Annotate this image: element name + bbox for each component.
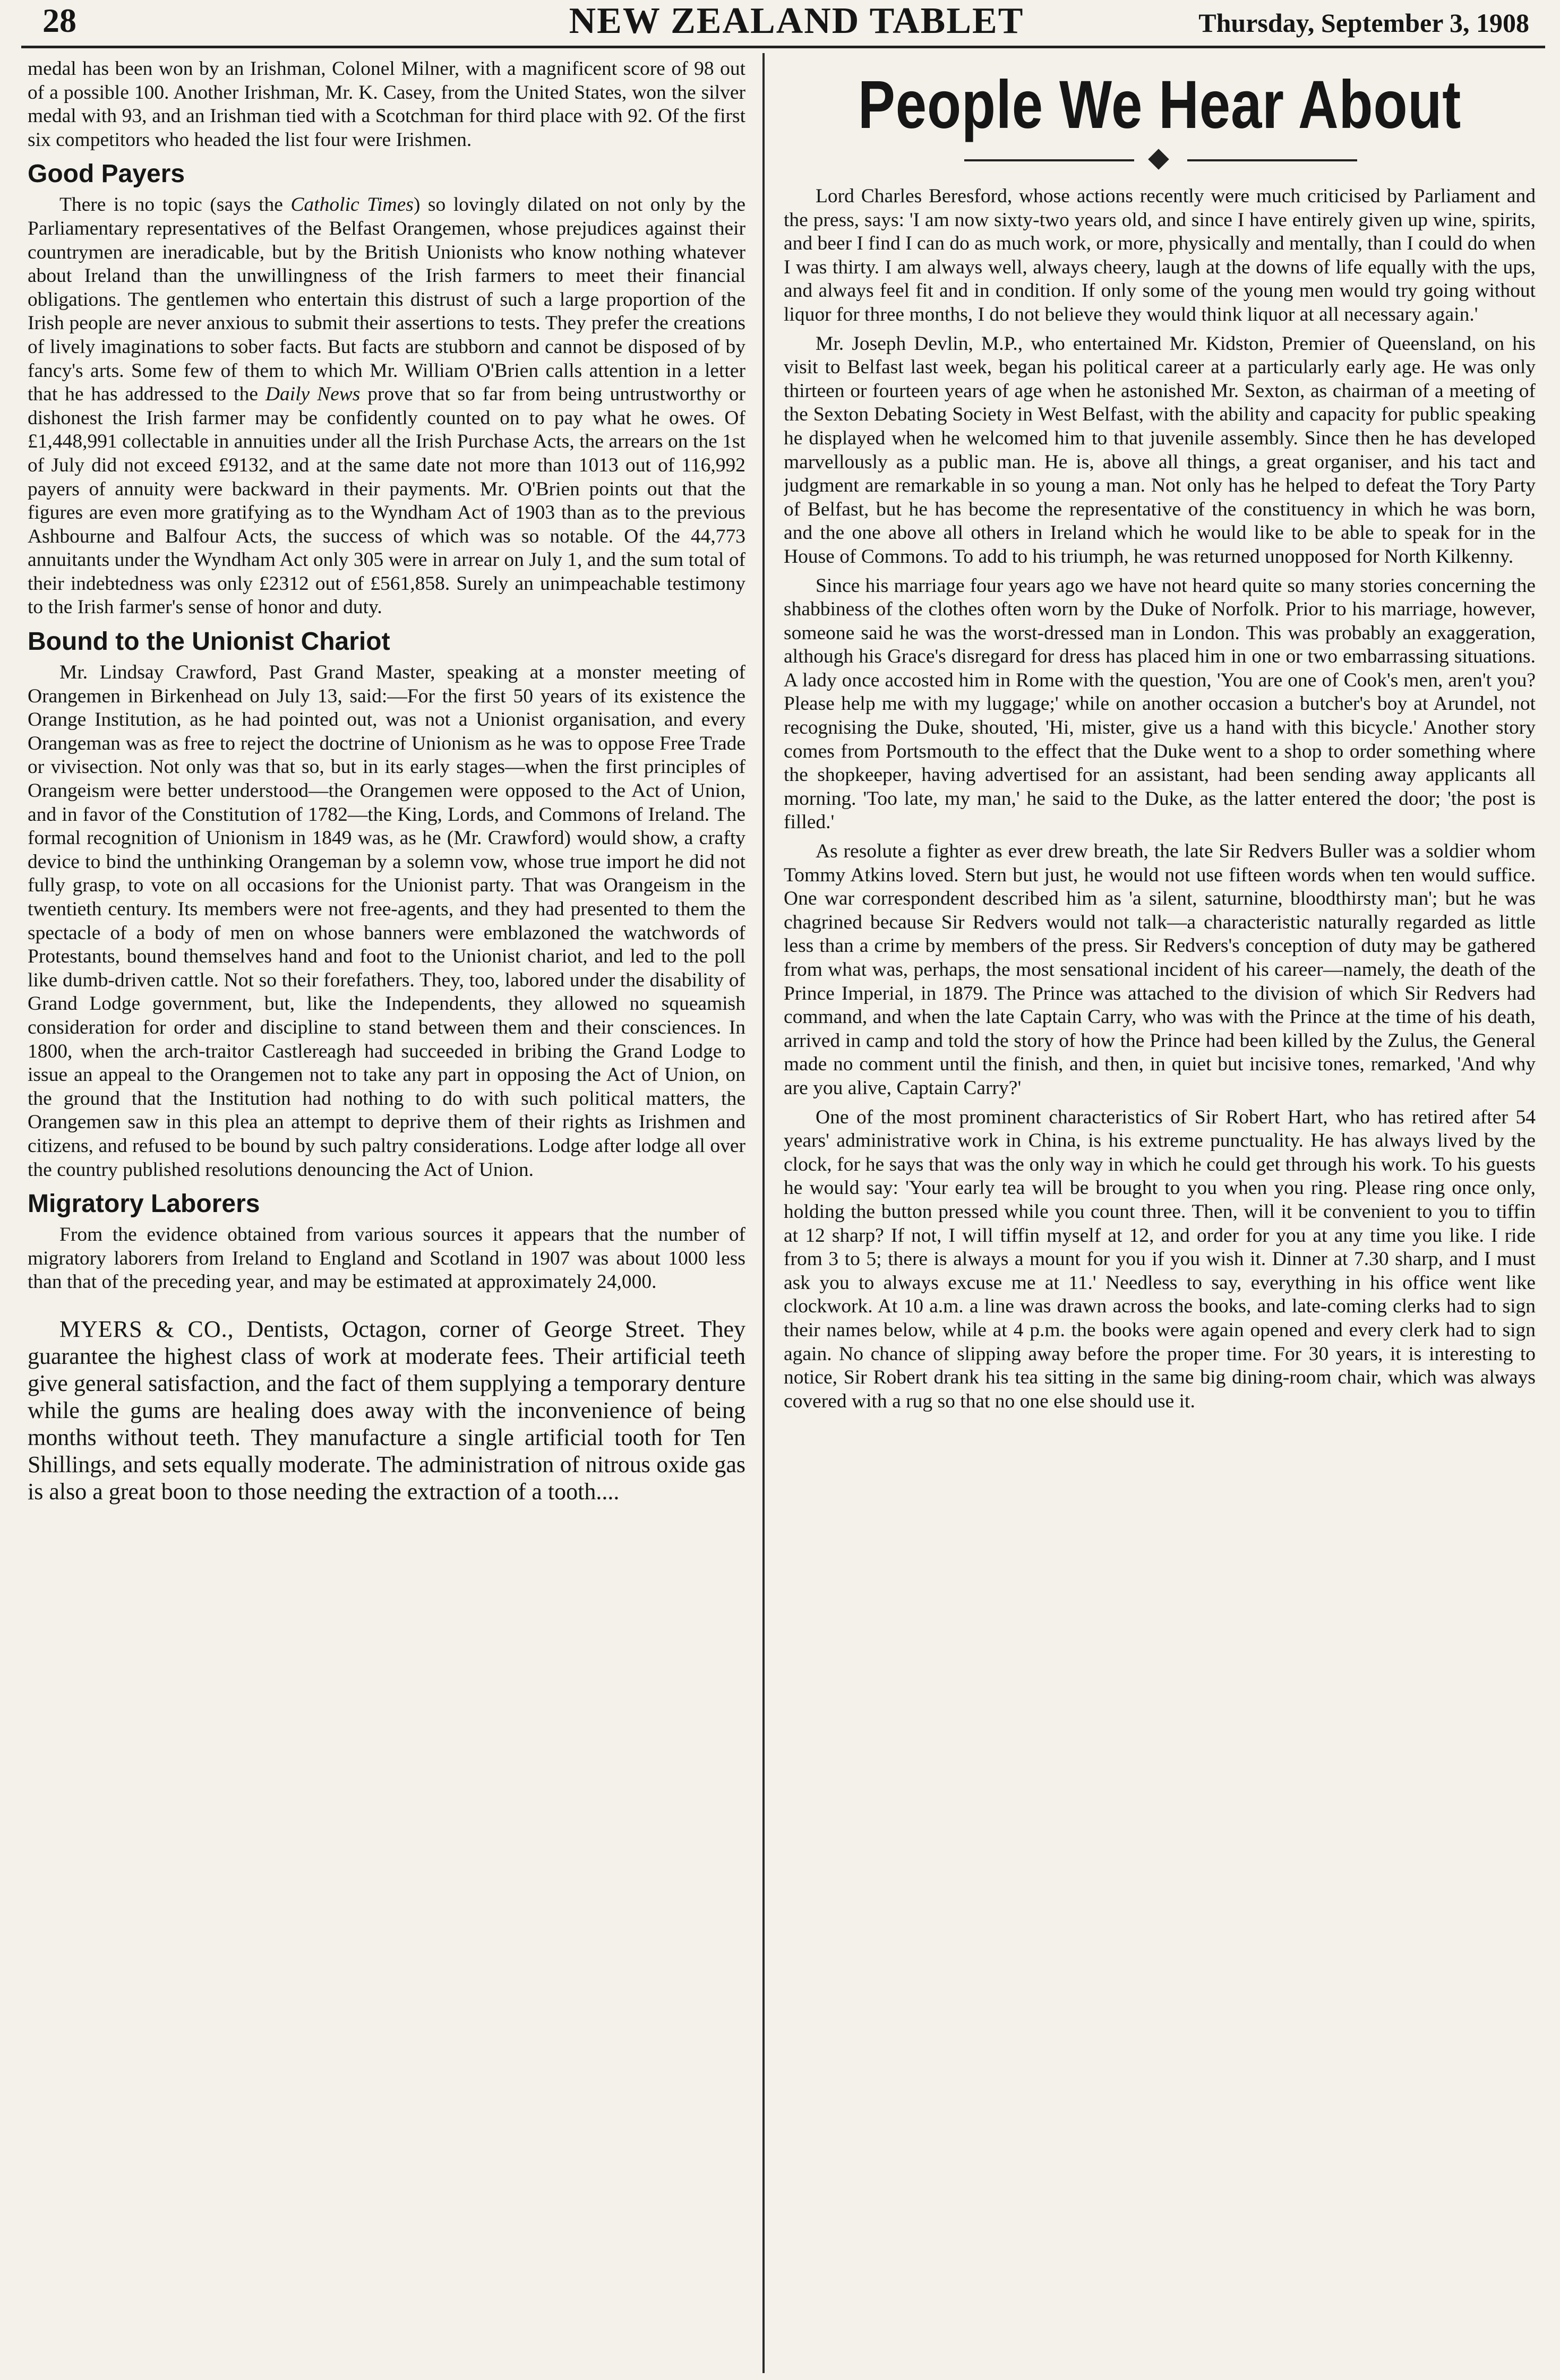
issue-date: Thursday, September 3, 1908 [1198,8,1529,38]
page-number: 28 [42,2,76,39]
item-redvers-buller: As resolute a fighter as ever drew breath, the late Sir Redvers Buller was a soldier whom Tommy Atkins loved. Stern but just, he would not use fifteen words when ten would suffice. One war correspondent described him as 'a silent, saturnine, bloodthirsty man'; but he was chagrined because Sir Redvers would not talk—a characteristic naturally regarded as little less than a crime by members of the press. Sir Redvers's conception of duty may be gathered from what was, perhaps, the most sensational incident of his career—namely, the death of the Prince Imperial, in 1879. The Prince was attached to the division of which Sir Redvers had command, and when the late Captain Carry, who was with the Prince at the time of his death, arrived in camp and told the story of how the Prince had been killed by the Zulus, the General made no comment until the finish, and then, in quiet but incisive tones, remarked, 'And why are you alive, Captain Carry?' [784,840,1536,1099]
section-heading-migratory-laborers: Migratory Laborers [28,1190,260,1218]
item-duke-of-norfolk: Since his marriage four years ago we have not heard quite so many stories concerning the shabbiness of the clothes often worn by the Duke of Norfolk. Prior to his marriage, however, someone said he was the worst-dressed man in London. This was probably an exaggeration, although his Grace's disregard for dress has placed him in one or two embarrassing situations. A lady once accosted him in Rome with the question, 'You are one of Cook's men, aren't you? Please help me with my luggage;' while on another occasion a butcher's boy at Arundel, not recognising the Duke, shouted, 'Hi, mister, give us a hand with this bicycle.' Another story comes from Portsmouth to the effect that the Duke went to a shop to order something where the shopkeeper, having advertised for an assistant, had been sending away applicants all morning. 'Too late, my man,' he said to the Duke, as the latter entered the door; 'the post is filled.' [784,574,1536,834]
section-heading-good-payers: Good Payers [28,160,185,188]
article-unionist-chariot: Mr. Lindsay Crawford, Past Grand Master, speaking at a monster meeting of Orangemen in Birkenhead on July 13, said:—For the first 50 years of its existence the Orange Institution, as he had pointed out, was not a Unionist organisation, and every Orangeman was as free to reject the doctrine of Unionism as he was to oppose Free Trade or vivisection. Not only was that so, but in its early stages—when the first principles of Orangeism were better understood—the Orangemen were opposed to the Act of Union, and in favor of the Constitution of 1782—the King, Lords, and Commons of Ireland. The formal recognition of Unionism in 1849 was, as he (Mr. Crawford) would show, a crafty device to bind the unthinking Orangeman by a solemn vow, whose true import he did not fully grasp, to vote on all occasions for the Unionist party. That was Orangeism in the twentieth century. Its members were not free-agents, and they had presented to them the spectacle of a body of men on whose banners were emblazoned the watchwords of Protestants, bound themselves hand and foot to the Unionist chariot, and led to the poll like dumb-driven cattle. Not so their forefathers. They, too, labored under the disability of Grand Lodge government, but, like the Independents, they allowed no squeamish consideration for order and discipline to stand between them and their consciences. In 1800, when the arch-traitor Castlereagh had succeeded in bribing the Grand Lodge to issue an appeal to the Orangemen not to take any part in opposing the Act of Union, on the ground that the Institution had nothing to do with such political matters, the Orangemen saw in this plea an attempt to deprive them of their rights as Irishmen and citizens, and refused to be bound by such paltry considerations. Lodge after lodge all over the country published resolutions denouncing the Act of Union. [28,661,745,1181]
dentist-advertisement [28,1316,745,1505]
item-devlin: Mr. Joseph Devlin, M.P., who entertained Mr. Kidston, Premier of Queensland, on his visit to Belfast last week, began his political career at a particularly early age. He was only thirteen or fourteen years of age when he astonished Mr. Sexton, as chairman of a meeting of the Sexton Debating Society in West Belfast, with the ability and capacity for public speaking he displayed when he welcomed him to that juvenile assembly. Since then he has developed marvellously as a public man. He is, above all things, a great organiser, and his tact and judgment are remarkable in so young a man. Not only has he helped to defeat the Tory Party of Belfast, but he has become the representative of the constituency in which he was born, and the one above all others in Ireland which he would like to be able to speak for in the House of Commons. To add to his triumph, he was returned unopposed for North Kilkenny. [784,332,1536,568]
article-continuation: medal has been won by an Irishman, Colonel Milner, with a magnificent score of 98 out of a possible 100. Another Irishman, Mr. K. Casey, from the United States, won the silver medal with 93, and an Irishman tied with a Scotchman for third place with 92. Of the first six competitors who headed the list four were Irishmen. [28,58,745,151]
page-header [21,0,1545,48]
advertisement-text: Dentists, Octagon, corner of George Street. They guarantee the highest class of work at moderate fees. Their artificial teeth give general satisfaction, and the fact of them supplying a temporary denture while the gums are healing does away with the inconvenience of being months without teeth. They manufacture a single artificial tooth for Ten Shillings, and sets equally moderate. The administration of nitrous oxide gas is also a great boon to those needing the extraction of a tooth.... [28,1316,745,1505]
item-robert-hart: One of the most prominent characteristics of Sir Robert Hart, who has retired after 54 years' administrative work in China, is his extreme punctuality. He has always lived by the clock, for he says that was the only way in which he could get through his work. To his guests he would say: 'Your early tea will be brought to you when you ring. Please ring once only, holding the button pressed while you count three. Then, will it be convenient to you to tiffin at 12 sharp? If not, I will tiffin myself at 12, and order for you at any time you like. I ride from 3 to 5; there is always a mount for you if you wish it. Dinner at 7.30 sharp, and I must ask you to always excuse me at 11.' Needless to say, everything in his office went like clockwork. At 10 a.m. a line was drawn across the books, and late-coming clerks had to sign their names below, while at 4 p.m. the books were again opened and every clerk had to sign again. No chance of slipping away before the proper time. For 30 years, it is interesting to notice, Sir Robert drank his tea sitting in the same big dining-room chair, which was always covered with a rug so that no one else should use it. [784,1106,1536,1412]
item-beresford: Lord Charles Beresford, whose actions recently were much criticised by Parliament and the press, says: 'I am now sixty-two years old, and since I have entirely given up wine, spirits, and beer I find I can do as much work, or more, physically and mentally, than I could do when I was thirty. I am always well, always cheery, laugh at the downs of life equally with the ups, and always feel fit and in condition. If only some of the young men would try going without liquor for three months, I do not believe they would think liquor at all necessary again.' [784,185,1536,325]
advertiser-name: MYERS & CO., [59,1316,234,1342]
publication-title: NEW ZEALAND TABLET [569,1,1024,41]
article-migratory-laborers: From the evidence obtained from various sources it appears that the number of migratory laborers from Ireland to England and Scotland in 1907 was about 1000 less than that of the preceding year, and may be estimated at approximately 24,000. [28,1224,745,1293]
left-column [28,57,745,2364]
feature-title: People We Hear About [858,67,1462,143]
right-column [784,57,1536,2364]
title-ornament [784,150,1536,171]
section-heading-unionist-chariot: Bound to the Unionist Chariot [28,628,390,656]
column-divider [762,53,765,2373]
article-good-payers: There is no topic (says the Catholic Times) so lovingly dilated on not only by the Parliamentary representatives of the Belfast Orangemen, whose prejudices against their countrymen are ineradicable, but by the British Unionists who know nothing whatever about Ireland than the unwillingness of the Irish farmers to meet their financial obligations. The gentlemen who entertain this distrust of such a large proportion of the Irish people are never anxious to submit their assertions to tests. They prefer the creations of lively imaginations to sober facts. But facts are stubborn and cannot be disposed of by fancy's arts. Some few of them to which Mr. William O'Brien calls attention in a letter that he has addressed to the Daily News prove that so far from being untrustworthy or dishonest the Irish farmer may be confidently counted on to pay what he owes. Of £1,448,991 collectable in annuities under all the Irish Purchase Acts, the arrears on the 1st of July did not exceed £9132, and at the same date not more than 1013 out of 116,992 payers of annuity were backward in their payments. Mr. O'Brien points out that the figures are even more gratifying as to the Wyndham Act of 1903 than as to the previous Ashbourne and Balfour Acts, the success of which was so notable. Of the 44,773 annuitants under the Wyndham Act only 305 were in arrear on July 1, and the sum total of their indebtedness was only £2312 out of £561,858. Surely an unimpeachable testimony to the Irish farmer's sense of honor and duty. [28,194,745,618]
